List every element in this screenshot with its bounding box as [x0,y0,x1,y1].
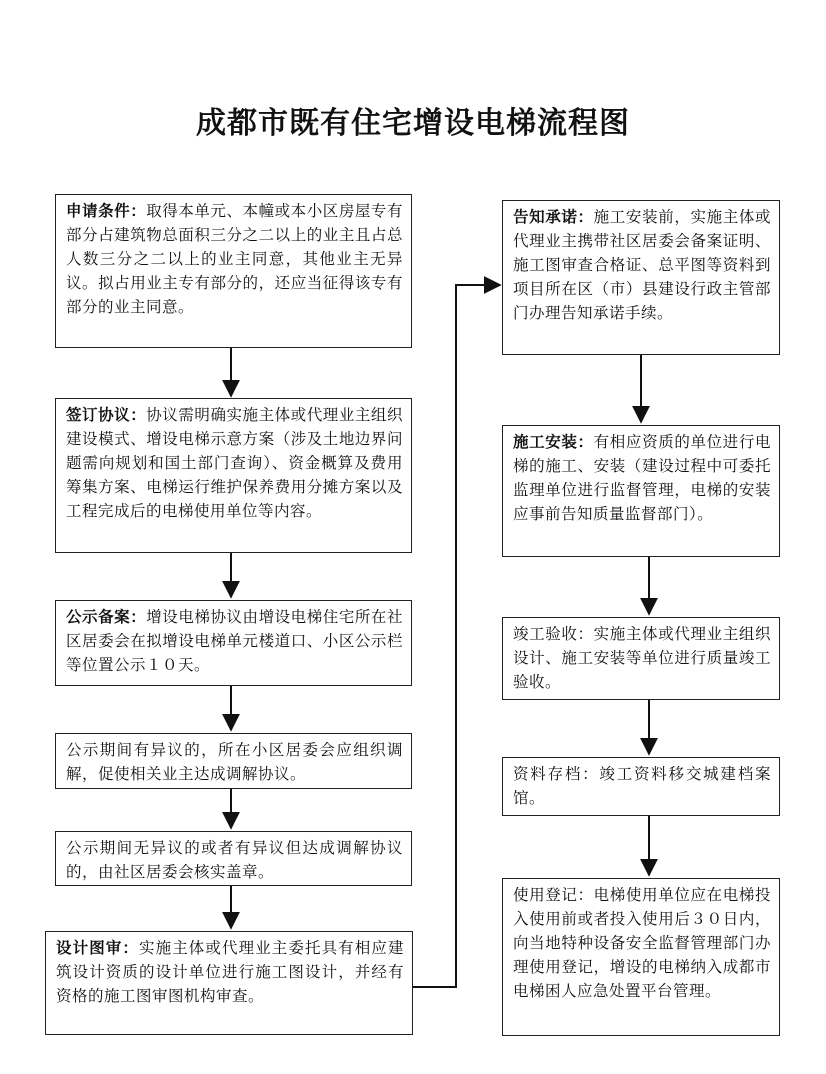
page-title: 成都市既有住宅增设电梯流程图 [196,106,630,141]
step-text: 公示期间有异议的，所在小区居委会应组织调解，促使相关业主达成调解协议。 [66,741,403,783]
step-completion-acceptance [502,617,780,700]
step-objection-mediation [55,733,412,789]
step-text: 取得本单元、本幢或本小区房屋专有部分占建筑物总面积三分之二以上的业主且占总人数三分之二以上的业主同意，其他业主无异议。拟占用业主专有部分的，还应当征得该专有部分的业主同意。 [66,202,403,316]
step-archive [502,757,780,816]
step-text: 有相应资质的单位进行电梯的施工、安装（建设过程中可委托监理单位进行监督管理，电梯的安装应事前告知质量监督部门）。 [513,433,771,523]
step-apply-conditions [55,194,412,348]
step-label: 公示备案： [66,607,147,626]
step-text: 施工安装前，实施主体或代理业主携带社区居委会备案证明、施工图审查合格证、总平图等资料到项目所在区（市）县建设行政主管部门办理告知承诺手续。 [513,208,771,322]
step-publicity-filing [55,600,412,686]
step-label: 申请条件： [66,201,147,220]
step-text: 竣工验收：实施主体或代理业主组织设计、施工安装等单位进行质量竣工验收。 [513,625,771,691]
step-design-review [45,931,413,1035]
step-sign-agreement [55,398,412,553]
step-text: 增设电梯协议由增设电梯住宅所在社区居委会在拟增设电梯单元楼道口、小区公示栏等位置公示１０天。 [66,608,403,674]
arrow-6-to-r1 [413,285,500,987]
step-construction-install [502,425,780,557]
step-text: 使用登记：电梯使用单位应在电梯投入使用前或者投入使用后３０日内，向当地特种设备安全监督管理部门办理使用登记，增设的电梯纳入成都市电梯困人应急处置平台管理。 [513,886,771,1000]
step-text: 公示期间无异议的或者有异议但达成调解协议的，由社区居委会核实盖章。 [66,839,403,881]
step-label: 告知承诺： [513,207,594,226]
step-usage-registration [502,878,780,1036]
step-notify-commit [502,200,780,355]
step-label: 施工安装： [513,432,594,451]
step-text: 资料存档：竣工资料移交城建档案馆。 [513,765,771,807]
step-label: 签订协议： [66,405,147,424]
step-label: 设计图审： [56,938,139,957]
step-text: 协议需明确实施主体或代理业主组织建设模式、增设电梯示意方案（涉及土地边界问题需向规划和国土部门查询）、资金概算及费用筹集方案、电梯运行维护保养费用分摊方案以及工程完成后的电梯使用单位等内容。 [66,406,403,520]
step-verify-seal [55,831,412,886]
step-text: 实施主体或代理业主委托具有相应建筑设计资质的设计单位进行施工图设计，并经有资格的施工图审图机构审查。 [56,939,404,1005]
